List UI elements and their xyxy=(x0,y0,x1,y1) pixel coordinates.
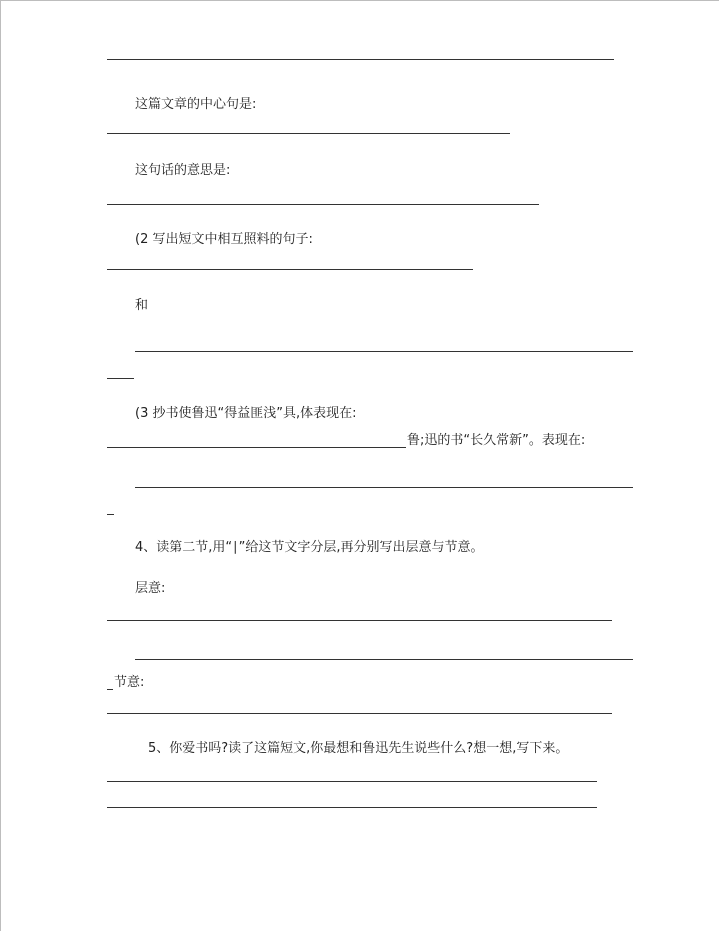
question-3-lead: (3 抄书使鲁迅“得益匪浅”具,体表现在: xyxy=(135,406,357,421)
layer-meaning-label: 层意: xyxy=(135,581,166,596)
answer-line-continuation xyxy=(107,378,134,379)
question-3-tail: 鲁;迅的书“长久常新”。表现在: xyxy=(407,433,586,448)
answer-line-continuation xyxy=(107,514,114,515)
answer-line xyxy=(135,659,633,660)
question-4-instruction: 4、读第二节,用“∣”给这节文字分层,再分别写出层意与节意。 xyxy=(135,540,484,555)
answer-line xyxy=(107,807,597,808)
question-5-instruction: 5、你爱书吗?读了这篇短文,你最想和鲁迅先生说些什么?想一想,写下来。 xyxy=(148,741,569,756)
and-label: 和 xyxy=(135,298,149,313)
question-2-echo-sentences: (2 写出短文中相互照料的句子: xyxy=(135,232,313,247)
answer-line xyxy=(135,351,633,352)
question-central-sentence: 这篇文章的中心句是: xyxy=(135,97,257,112)
answer-line xyxy=(107,620,612,621)
answer-line xyxy=(107,204,539,205)
answer-line xyxy=(107,713,612,714)
section-meaning-label: 节意: xyxy=(114,675,145,690)
question-sentence-meaning: 这句话的意思是: xyxy=(135,163,231,178)
answer-line xyxy=(107,447,406,448)
answer-line xyxy=(135,487,633,488)
answer-line xyxy=(107,133,510,134)
answer-line xyxy=(107,781,597,782)
answer-line xyxy=(107,59,614,60)
answer-line-continuation xyxy=(107,689,113,690)
answer-line xyxy=(107,269,473,270)
